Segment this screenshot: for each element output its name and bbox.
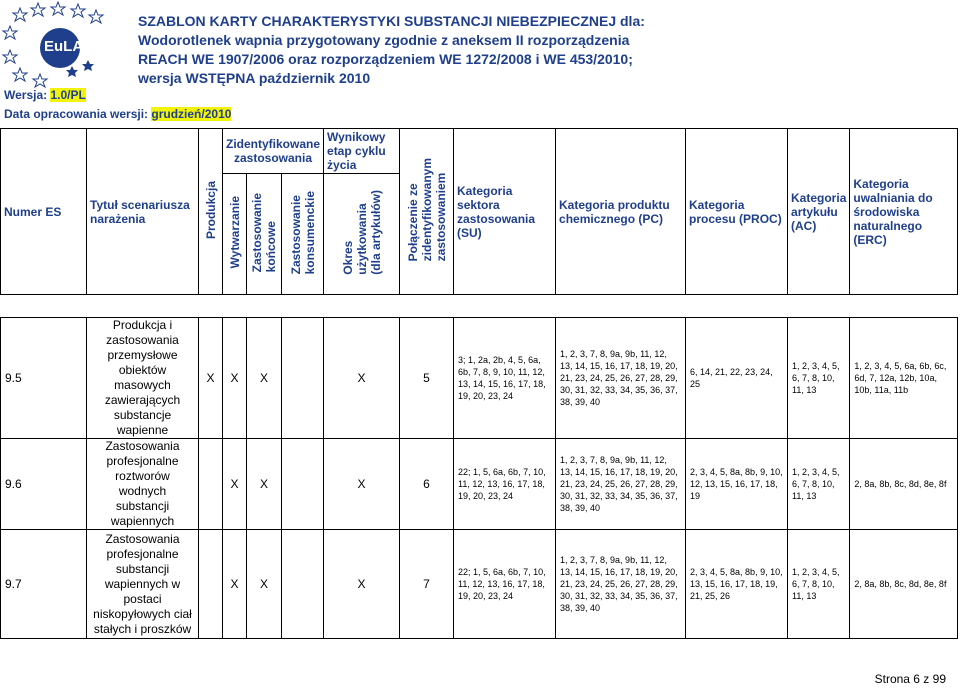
row-konsum [282,530,324,639]
revision-date-label: Data opracowania wersji: [4,107,149,121]
document-title [138,12,948,88]
row-proc: 2, 3, 4, 5, 8a, 8b, 9, 10, 12, 13, 15, 16, 17, 18, 19 [686,439,788,530]
row-wytwarzanie: X [223,530,247,639]
row-ac: 1, 2, 3, 4, 5, 6, 7, 8, 10, 11, 13 [788,439,850,530]
row-es: 9.6 [1,439,87,530]
header-erc: Kategoria uwalniania do środowiska naturalnego (ERC) [850,129,958,295]
table-row [1,318,958,439]
header-okres: Okres użytkowania (dla artykułów) [324,174,400,295]
row-ac: 1, 2, 3, 4, 5, 6, 7, 8, 10, 11, 13 [788,318,850,439]
row-ac: 1, 2, 3, 4, 5, 6, 7, 8, 10, 11, 13 [788,530,850,639]
row-konsum [282,318,324,439]
page-number: Strona 6 z 99 [874,672,946,686]
header-produkcja: Produkcja [199,129,223,295]
row-polaczenie: 6 [400,439,454,530]
exposure-scenario-table-wrap [0,128,958,639]
row-koncowe: X [247,318,282,439]
row-produkcja [199,530,223,639]
row-koncowe: X [247,530,282,639]
version-value: 1.0/PL [50,88,86,102]
row-konsum [282,439,324,530]
row-okres: X [324,318,400,439]
title-line-1: SZABLON KARTY CHARAKTERYSTYKI SUBSTANCJI NIEBEZPIECZNEJ dla: [138,13,645,29]
header-numer-es: Numer ES [1,129,87,295]
spacer-row [1,295,958,318]
row-wytwarzanie: X [223,318,247,439]
header-pc: Kategoria produktu chemicznego (PC) [556,129,686,295]
exposure-scenario-table [0,128,958,639]
header-zast-konsumenckie: Zastosowanie konsumenckie [282,174,324,295]
row-wytwarzanie: X [223,439,247,530]
row-okres: X [324,530,400,639]
eula-logo [0,0,130,92]
row-su: 22; 1, 5, 6a, 6b, 7, 10, 11, 12, 13, 16, 17, 18, 19, 20, 23, 24 [454,530,556,639]
header-wynikowy: Wynikowy etap cyklu życia [324,129,400,174]
row-su: 3; 1, 2a, 2b, 4, 5, 6a, 6b, 7, 8, 9, 10, 11, 12, 13, 14, 15, 16, 17, 18, 19, 20, 23, 24 [454,318,556,439]
header-zidentyfikowane: Zidentyfikowane zastosowania [223,129,324,174]
row-proc: 2, 3, 4, 5, 8a, 8b, 9, 10, 13, 15, 16, 17, 18, 19, 21, 25, 26 [686,530,788,639]
header-zast-koncowe: Zastosowanie końcowe [247,174,282,295]
header-su: Kategoria sektora zastosowania (SU) [454,129,556,295]
header-ac: Kategoria artykułu (AC) [788,129,850,295]
header-tytul: Tytuł scenariusza narażenia [87,129,199,295]
row-es: 9.7 [1,530,87,639]
revision-date-line [4,107,231,121]
table-row [1,439,958,530]
header-proc: Kategoria procesu (PROC) [686,129,788,295]
row-es: 9.5 [1,318,87,439]
row-su: 22; 1, 5, 6a, 6b, 7, 10, 11, 12, 13, 16, 17, 18, 19, 20, 23, 24 [454,439,556,530]
revision-date-value: grudzień/2010 [151,107,232,121]
row-title: Produkcja i zastosowania przemysłowe obiektów masowych zawierających substancje wapienne [87,318,199,439]
header-wytwarzanie: Wytwarzanie [223,174,247,295]
row-produkcja: X [199,318,223,439]
row-erc: 2, 8a, 8b, 8c, 8d, 8e, 8f [850,439,958,530]
row-pc: 1, 2, 3, 7, 8, 9a, 9b, 11, 12, 13, 14, 15, 16, 17, 18, 19, 20, 21, 23, 24, 25, 26, 27, 28, 29, 30, 31, 32, 33, 34, 35, 36, 37, 38, 39, 40 [556,530,686,639]
title-line-2: Wodorotlenek wapnia przygotowany zgodnie z aneksem II rozporządzenia [138,32,630,48]
title-line-4: wersja WSTĘPNA październik 2010 [138,70,371,86]
row-erc: 2, 8a, 8b, 8c, 8d, 8e, 8f [850,530,958,639]
row-erc: 1, 2, 3, 4, 5, 6a, 6b, 6c, 6d, 7, 12a, 12b, 10a, 10b, 11a, 11b [850,318,958,439]
row-polaczenie: 5 [400,318,454,439]
table-row [1,530,958,639]
row-title: Zastosowania profesjonalne substancji wapiennych w postaci niskopyłowych ciał stałych i proszków [87,530,199,639]
header-polaczenie: Połączenie ze zidentyfikowanym zastosowaniem [400,129,454,295]
row-title: Zastosowania profesjonalne roztworów wodnych substancji wapiennych [87,439,199,530]
row-koncowe: X [247,439,282,530]
title-line-3: REACH WE 1907/2006 oraz rozporządzeniem WE 1272/2008 i WE 453/2010; [138,51,633,67]
logo-text: EuLA [44,38,84,55]
row-pc: 1, 2, 3, 7, 8, 9a, 9b, 11, 12, 13, 14, 15, 16, 17, 18, 19, 20, 21, 23, 24, 25, 26, 27, 28, 29, 30, 31, 32, 33, 34, 35, 36, 37, 38, 39, 40 [556,439,686,530]
row-proc: 6, 14, 21, 22, 23, 24, 25 [686,318,788,439]
spacer-cell [1,295,958,318]
row-polaczenie: 7 [400,530,454,639]
version-line [4,88,86,102]
row-okres: X [324,439,400,530]
row-produkcja [199,439,223,530]
version-label: Wersja: [4,88,48,102]
row-pc: 1, 2, 3, 7, 8, 9a, 9b, 11, 12, 13, 14, 15, 16, 17, 18, 19, 20, 21, 23, 24, 25, 26, 27, 28, 29, 30, 31, 32, 33, 34, 35, 36, 37, 38, 39, 40 [556,318,686,439]
